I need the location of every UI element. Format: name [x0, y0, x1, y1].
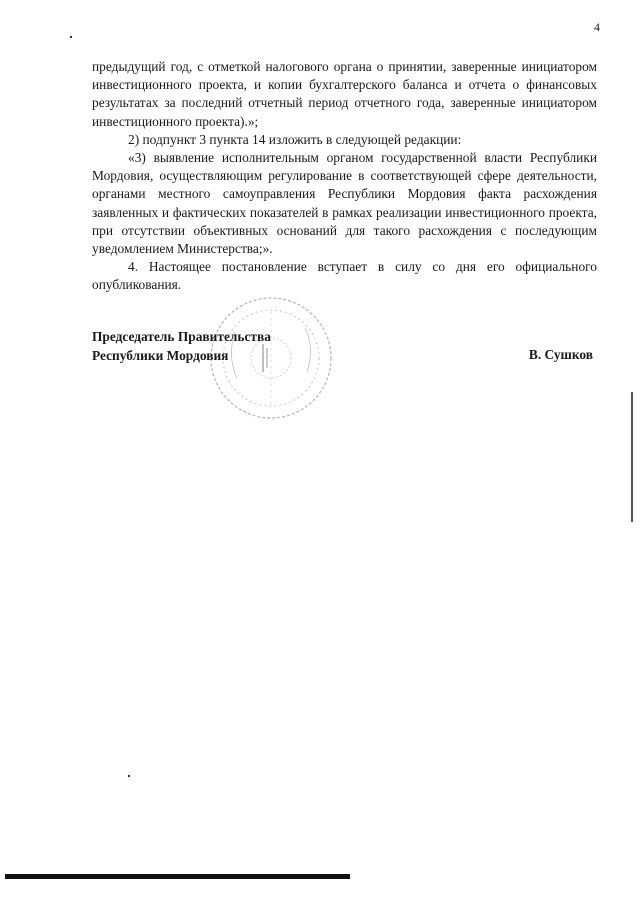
document-body — [92, 58, 597, 295]
scan-bottom-border — [5, 874, 350, 879]
scan-edge-line — [631, 392, 633, 522]
signatory-position-line1: Председатель Правительства — [92, 329, 271, 344]
scan-speck — [128, 775, 130, 777]
signature-block — [92, 328, 597, 365]
paragraph-subitem-2: 2) подпункт 3 пункта 14 изложить в следующей редакции: — [128, 131, 462, 147]
paragraph-item-4: 4. Настоящее постановление вступает в силу со дня его официального опубликования. — [92, 259, 597, 293]
page-number: 4 — [594, 20, 600, 34]
signatory-name: В. Сушков — [528, 347, 593, 362]
paragraph-continuation: предыдущий год, с отметкой налогового органа о принятии, заверенные инициатором инвестиционного проекта, и копии бухгалтерского баланса и отчета о финансовых результатах за последний отчетный период отчетного года, заверенные инициатором инвестиционного проекта).»; — [92, 59, 597, 129]
signatory-position-line2: Республики Мордовия — [92, 347, 229, 363]
scan-speck — [70, 36, 72, 38]
paragraph-quoted-subitem-3: «3) выявление исполнительным органом государственной власти Республики Мордовия, осуществляющим регулирование в соответствующей сфере деятельности, органами местного самоуправления Республики Мордовия факта расхождения заявленных и фактических показателей в рамках реализации инвестиционного проекта, при отсутствии объективных оснований для такого расхождения с последующим уведомлением Министерства;». — [92, 150, 597, 257]
